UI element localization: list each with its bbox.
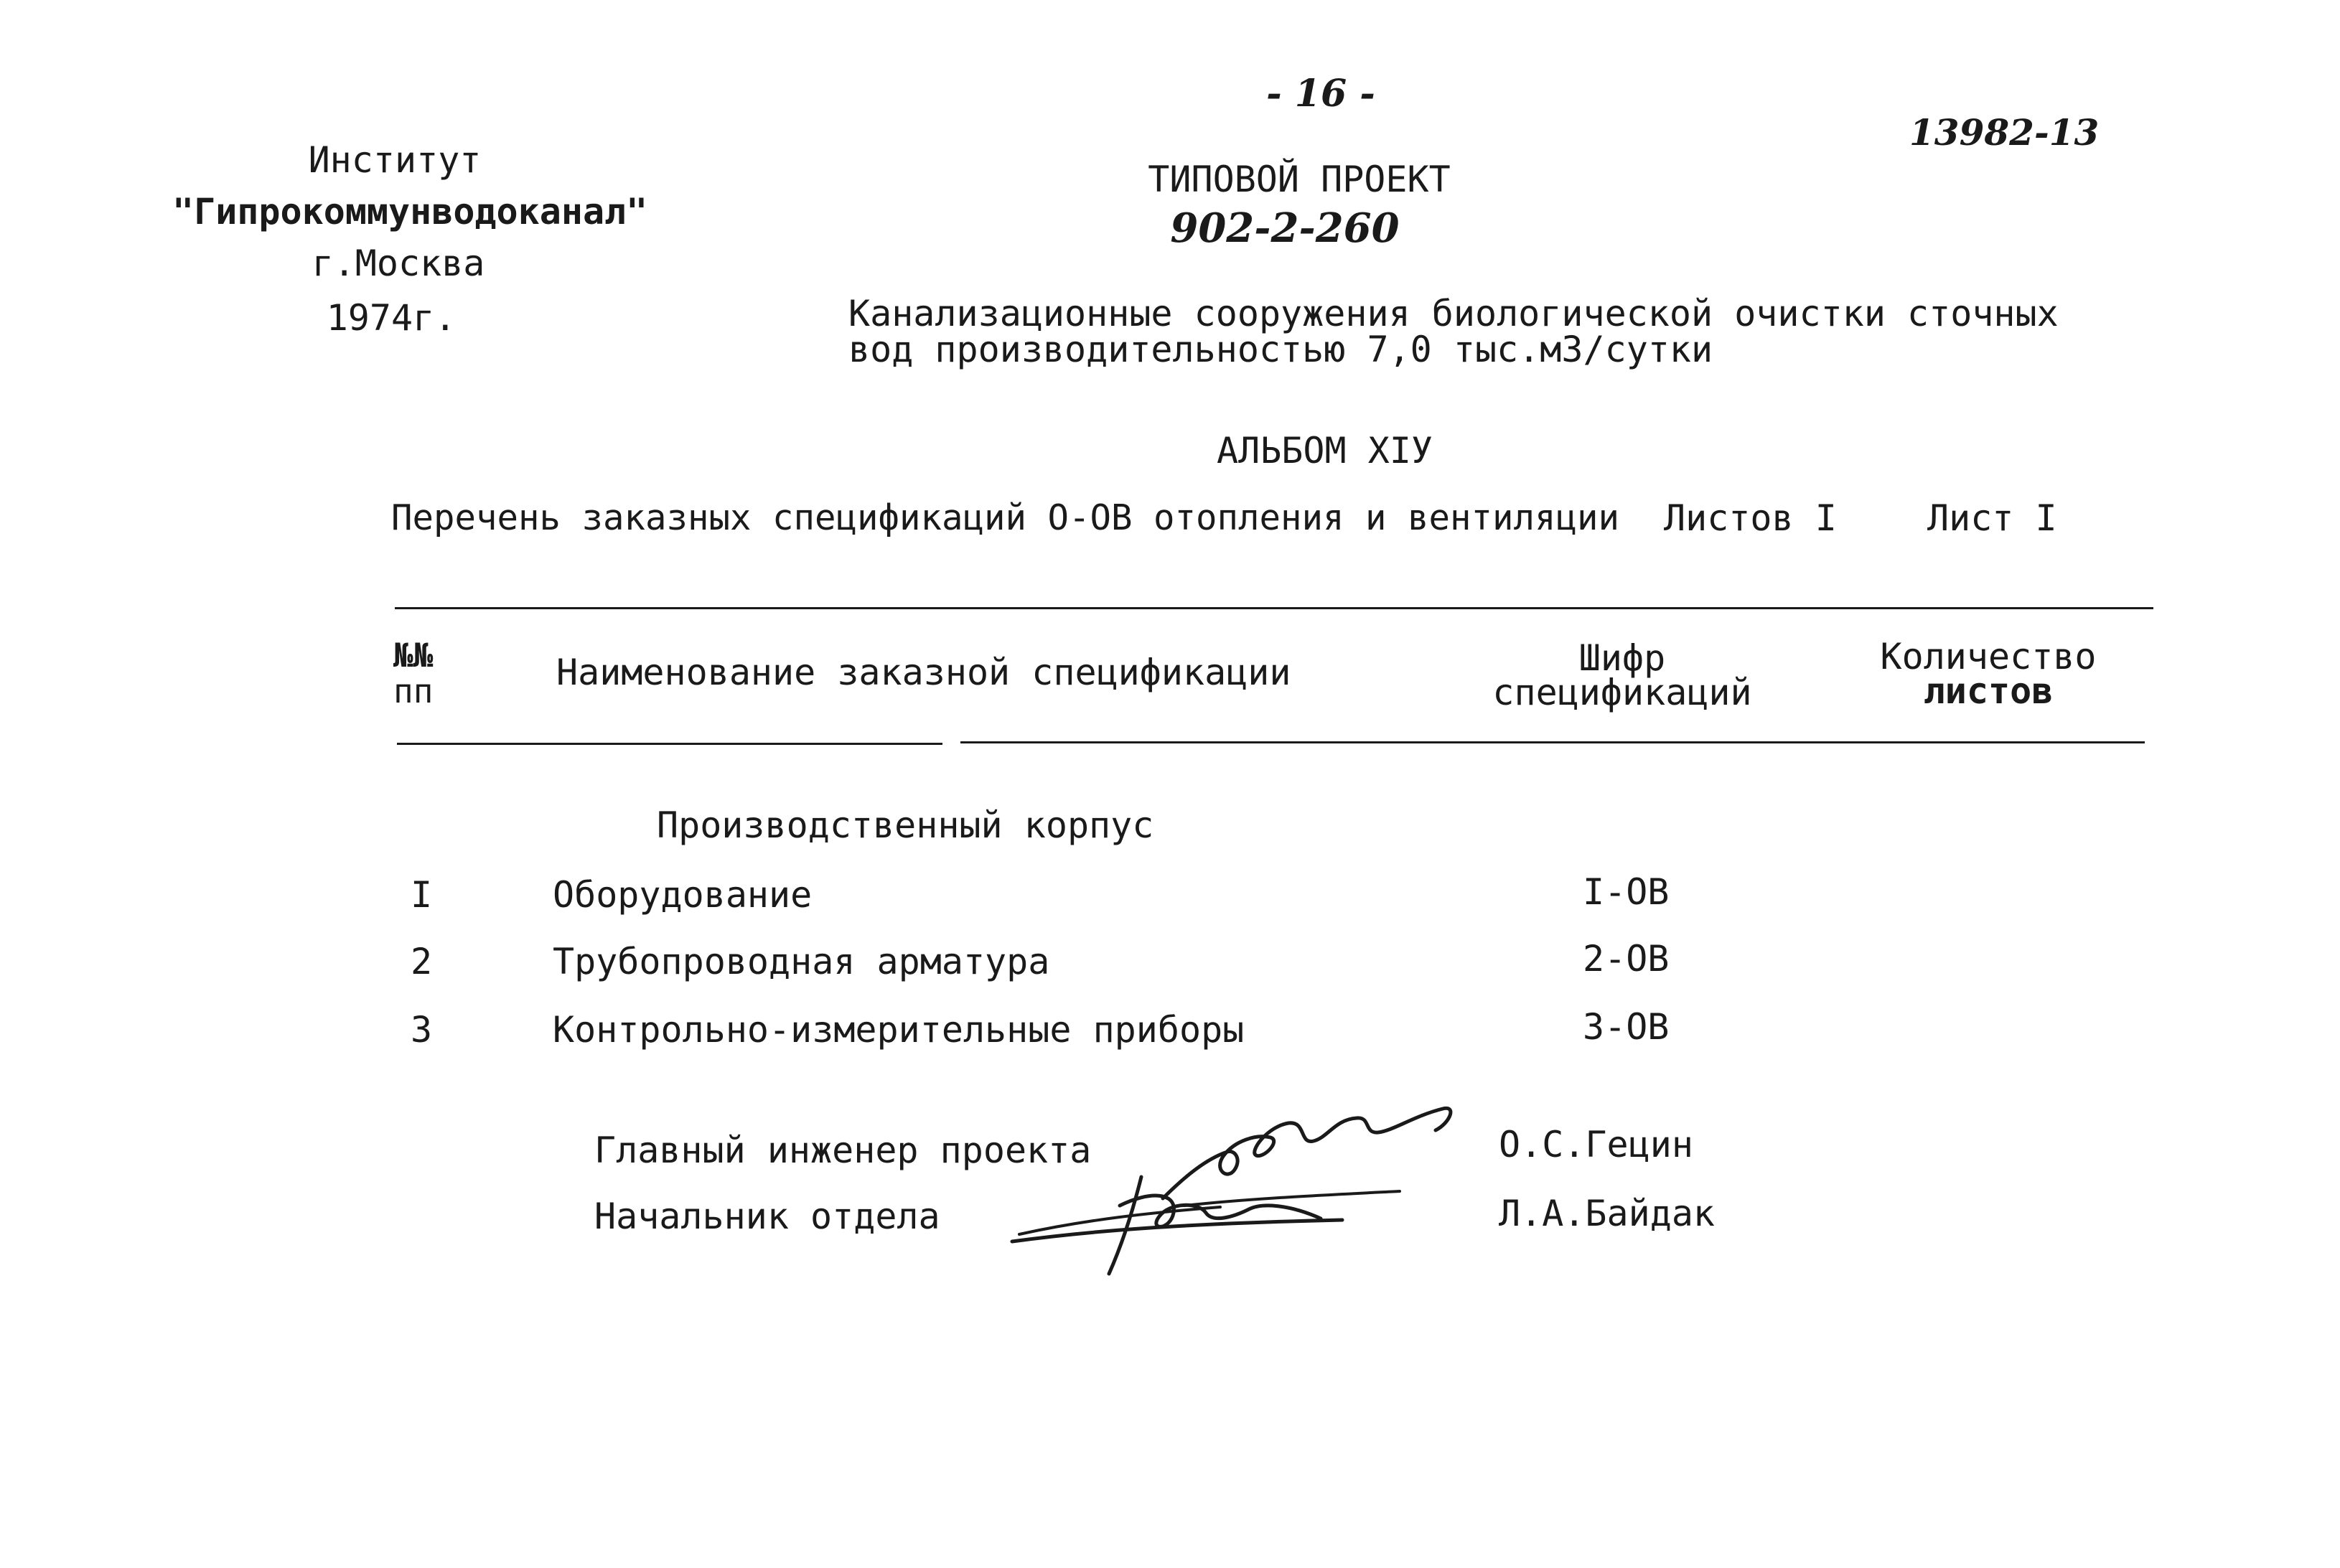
- institute-city: г.Москва: [312, 243, 485, 284]
- handwritten-signature-department-head: [1005, 1163, 1364, 1277]
- row-name: Контрольно-измерительные приборы: [553, 1009, 1245, 1051]
- header-name: Наименование заказной спецификации: [556, 652, 1291, 693]
- header-code-line1: Шифр: [1578, 637, 1666, 679]
- project-number: 902-2-260: [1170, 205, 1400, 252]
- institute-year: 1974г.: [326, 297, 457, 339]
- signature-name-department-head: Л.А.Байдак: [1499, 1193, 1716, 1234]
- header-count-line1: Количество: [1880, 636, 2097, 677]
- inventory-number: 13982-13: [1909, 111, 2100, 154]
- project-description-line1: Канализационные сооружения биологической очистки сточных: [848, 293, 2059, 334]
- row-code: I-ОВ: [1583, 871, 1670, 913]
- header-code-line2: спецификаций: [1492, 672, 1752, 713]
- section-title: Производственный корпус: [657, 804, 1154, 846]
- row-name: Оборудование: [553, 874, 813, 916]
- signature-name-chief-engineer: О.С.Гецин: [1499, 1124, 1693, 1165]
- header-num-line1: №№: [393, 636, 434, 675]
- row-name: Трубопроводная арматура: [553, 941, 1050, 982]
- row-num: 2: [411, 941, 433, 982]
- page-number: - 16 -: [1266, 72, 1375, 116]
- row-code: 2-ОВ: [1583, 938, 1670, 980]
- album-title: АЛЬБОМ XIУ: [1217, 430, 1433, 471]
- header-num-line2: пп: [393, 672, 434, 710]
- sheets-total: Листов I: [1664, 497, 1837, 539]
- list-title: Перечень заказных спецификаций О-ОВ отопления и вентиляции: [391, 497, 1620, 538]
- row-num: 3: [411, 1009, 433, 1051]
- signature-role-department-head: Начальник отдела: [594, 1196, 940, 1237]
- header-count-line2: листов: [1923, 670, 2054, 712]
- project-label: ТИПОВОЙ ПРОЕКТ: [1148, 159, 1451, 200]
- row-num: I: [411, 874, 433, 916]
- row-code: 3-ОВ: [1583, 1006, 1670, 1048]
- project-description-line2: вод производительностью 7,0 тыс.м3/сутки: [848, 329, 1713, 370]
- table-top-rule: [395, 607, 2153, 609]
- institute-label: Институт: [308, 139, 482, 181]
- sheet-current: Лист I: [1927, 497, 2057, 539]
- institute-name: "Гипрокоммунводоканал": [172, 191, 648, 233]
- header-rule-right: [960, 741, 2145, 743]
- header-rule-left: [397, 743, 942, 745]
- signature-role-chief-engineer: Главный инженер проекта: [594, 1130, 1092, 1171]
